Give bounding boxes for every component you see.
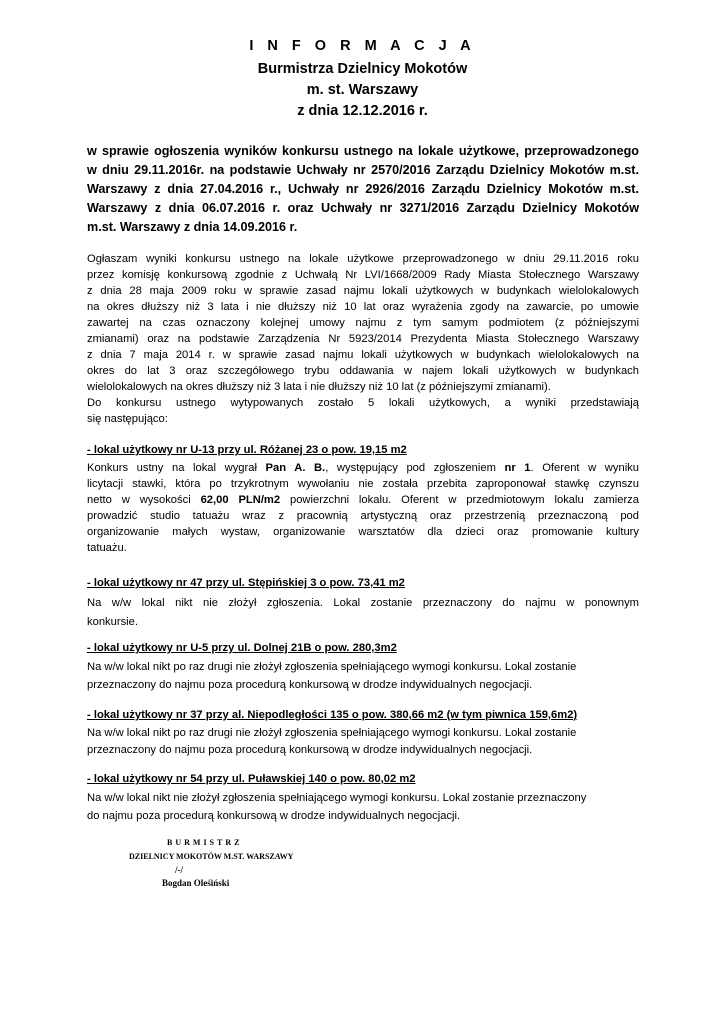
section-body-54 [87, 789, 639, 825]
section-body-37 [87, 725, 639, 759]
signature-mark: /-/ [175, 865, 183, 875]
text-run: netto w wysokości [87, 494, 201, 506]
body-line: przeznaczony do najmu poza procedurą konkursową w drodze indywidualnych negocjacji. [87, 679, 533, 691]
subject-line: m.st. Warszawy z dnia 14.09.2016 r. [87, 220, 298, 234]
body-line: tatuażu. [87, 542, 127, 554]
body-line: organizowanie małych wystaw, organizowanie warsztatów dla dzieci oraz promowanie kultury [87, 526, 639, 538]
body-line: Na w/w lokal nikt po raz drugi nie złożył zgłoszenia spełniającego wymogi konkursu. Lokal zostanie [87, 727, 577, 739]
section-heading-u5: - lokal użytkowy nr U-5 przy ul. Dolnej 21B o pow. 280,3m2 [87, 642, 397, 654]
body-line [87, 492, 639, 508]
body-line: licytacji stawki, która po trzykrotnym wywołaniu nie została przebita zaproponował stawkę czynszu [87, 478, 639, 490]
signature-title: BURMISTRZ [167, 838, 243, 847]
signatory-name: Bogdan Oleśiński [162, 878, 230, 888]
text-run: . Oferent w wyniku [530, 462, 639, 474]
intro-line: zmianami) oraz na podstawie Zarządzenia Nr 5923/2014 Prezydenta Miasta Stołecznego Warszawy [87, 333, 639, 345]
body-line: Na w/w lokal nikt nie złożył zgłoszenia. Lokal zostanie przeznaczony do najmu w ponownym [87, 597, 639, 609]
signature-office: DZIELNICY MOKOTÓW M.ST. WARSZAWY [129, 852, 294, 861]
application-number: nr 1 [504, 462, 531, 474]
issuer-city-line: m. st. Warszawy [306, 82, 419, 98]
subject-line: Warszawy z dnia 27.04.2016 r., Uchwały nr 2926/2016 Zarządu Dzielnicy Mokotów m.st. [87, 182, 639, 196]
intro-line: wielolokalowych na okres dłuższy niż 3 lata i nie dłuższy niż 10 lat (z późniejszymi zmianami). [87, 381, 551, 393]
intro-line: z dnia 28 maja 2009 roku w sprawie zasad najmu lokali użytkowych w budynkach wielolokalowych [87, 285, 639, 297]
section-heading-37: - lokal użytkowy nr 37 przy al. Niepodległości 135 o pow. 380,66 m2 (w tym piwnica 159,6m2) [87, 709, 578, 721]
section-heading-47: - lokal użytkowy nr 47 przy ul. Stępińskiej 3 o pow. 73,41 m2 [87, 577, 405, 589]
intro-line: okres do lat 3 oraz szczegółowego trybu oddawania w najem lokali użytkowych w budynkach [87, 365, 639, 377]
rent-rate: 62,00 PLN/m2 [200, 494, 281, 506]
text-run: , występujący pod zgłoszeniem [325, 462, 505, 474]
body-line: konkursie. [87, 616, 138, 628]
intro-line: z dnia 7 maja 2014 r. w sprawie zasad najmu lokali użytkowych w budynkach wielolokalowych na [87, 349, 639, 361]
intro-line: Ogłaszam wyniki konkursu ustnego na lokale użytkowe przeprowadzonego w dniu 29.11.2016 roku [87, 253, 639, 265]
text-run: Konkurs ustny na lokal wygrał [87, 462, 266, 474]
subject-line: w sprawie ogłoszenia wyników konkursu ustnego na lokale użytkowe, przeprowadzonego [87, 144, 639, 158]
intro-line: się następująco: [87, 413, 168, 425]
subject-paragraph [87, 142, 639, 237]
winner-name: Pan A. B. [265, 462, 326, 474]
section-body-47 [87, 594, 639, 632]
body-line: Na w/w lokal nikt po raz drugi nie złożył zgłoszenia spełniającego wymogi konkursu. Lokal zostanie [87, 661, 577, 673]
section-heading-u13: - lokal użytkowy nr U-13 przy ul. Różanej 23 o pow. 19,15 m2 [87, 444, 407, 456]
section-body-u13 [87, 460, 639, 556]
intro-line: Do konkursu ustnego wytypowanych zostało 5 lokali użytkowych, a wyniki przedstawiają [87, 397, 639, 409]
document-date: z dnia 12.12.2016 r. [297, 103, 428, 119]
section-heading-54: - lokal użytkowy nr 54 przy ul. Puławskiej 140 o pow. 80,02 m2 [87, 773, 416, 785]
document-title: I N F O R M A C J A [249, 38, 476, 54]
subject-line: w dniu 29.11.2016r. na podstawie Uchwały nr 2570/2016 Zarządu Dzielnicy Mokotów m.st. [87, 163, 639, 177]
body-line: Na w/w lokal nikt nie złożył zgłoszenia spełniającego wymogi konkursu. Lokal zostanie przeznaczony [87, 792, 587, 804]
body-line: przeznaczony do najmu poza procedurą konkursową w drodze indywidualnych negocjacji. [87, 744, 533, 756]
body-line [87, 460, 639, 476]
intro-line: przez komisję konkursową zgodnie z Uchwałą Nr LVI/1668/2009 Rady Miasta Stołecznego Warszawy [87, 269, 639, 281]
body-line: prowadzić studio tatuażu wraz z pracownią artystyczną oraz przestrzenią przeznaczoną pod [87, 510, 639, 522]
intro-line: zawartej na czas oznaczony kolejnej umowy najmu z tym samym podmiotem (z późniejszymi [87, 317, 639, 329]
issuer-line: Burmistrza Dzielnicy Mokotów [257, 61, 468, 77]
section-body-u5 [87, 658, 639, 694]
subject-line: Warszawy z dnia 06.07.2016 r. oraz Uchwały nr 3271/2016 Zarządu Dzielnicy Mokotów [87, 201, 639, 215]
body-line: do najmu poza procedurą konkursową w drodze indywidualnych negocjacji. [87, 810, 461, 822]
intro-line: na okres dłuższy niż 3 lata i nie dłuższy niż 10 lat oraz wyrażenia zgody na zawarcie, po umowie [87, 301, 639, 313]
intro-paragraph [87, 251, 639, 427]
text-run: powierzchni lokalu. Oferent w przedmiotowym lokalu zamierza [280, 494, 639, 506]
